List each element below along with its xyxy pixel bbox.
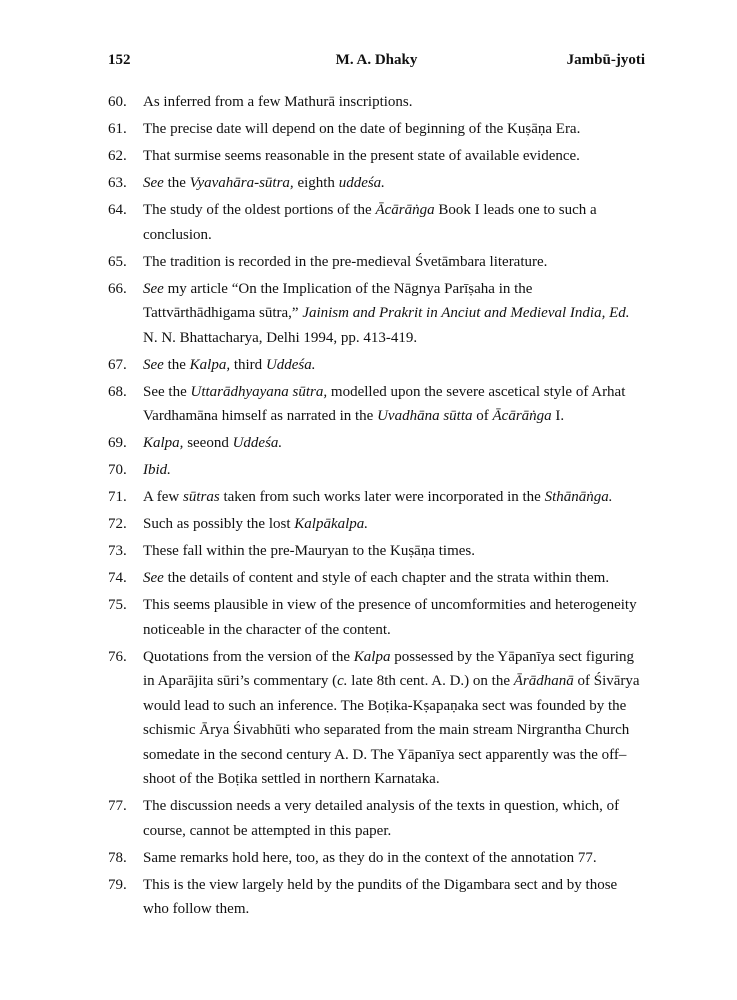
endnote-italic-segment: Kalpa <box>353 648 391 665</box>
endnote-italic-segment: See <box>143 280 164 297</box>
endnote-italic-segment: Vyavahāra-sūtra, <box>189 175 294 191</box>
endnote-italic-segment: Uttarādhyayana sūtra, <box>190 383 328 400</box>
endnote-number: 70. <box>108 462 127 478</box>
endnote-text-segment: taken from such works later were incorporated in the <box>219 489 545 505</box>
endnote-text-segment: The study of the oldest portions of the <box>143 202 376 218</box>
endnote <box>108 645 645 792</box>
endnote-text <box>143 281 630 346</box>
endnote-number: 69. <box>108 435 127 451</box>
endnote-text <box>143 121 580 137</box>
endnote-text-segment: the <box>163 356 190 373</box>
endnote-text-segment: Quotations from the version of the <box>143 648 354 665</box>
endnote-italic-segment: Sthānāṅga. <box>544 489 613 505</box>
endnote-text-segment: See the <box>143 383 191 400</box>
endnote <box>108 431 645 456</box>
endnote-text-segment: I. <box>551 408 565 424</box>
endnote-italic-segment: Uddeśa. <box>265 356 316 373</box>
running-header <box>108 52 645 72</box>
endnote <box>108 566 645 591</box>
endnote-number: 66. <box>108 280 127 297</box>
endnote-number: 79. <box>108 876 127 893</box>
endnote-number: 74. <box>108 570 127 586</box>
endnote-text-segment: This seems plausible in view of the presence of uncomformities and heterogeneity noticeable in the character of the content. <box>143 597 637 638</box>
endnote-italic-segment: sūtras <box>183 489 220 505</box>
endnote-italic-segment: c. <box>337 673 348 689</box>
endnote-text <box>143 850 597 866</box>
endnote-text <box>143 384 625 425</box>
endnote-text <box>143 202 597 243</box>
endnote-number: 61. <box>108 121 127 137</box>
endnote-italic-segment: Kalpa, <box>143 435 184 451</box>
endnote <box>108 171 645 196</box>
endnote <box>108 873 645 922</box>
endnote-italic-segment: Jainism and Prakrit in Anciut and Medieval India, Ed. <box>302 305 630 321</box>
endnote-italic-segment: Ibid. <box>143 462 171 478</box>
endnote-number: 64. <box>108 202 127 218</box>
endnote-text-segment: Such as possibly the lost <box>143 516 295 532</box>
endnote-text-segment: late 8th cent. A. D.) on the <box>347 673 514 689</box>
endnote-number: 63. <box>108 175 127 191</box>
endnote-text <box>143 254 547 270</box>
endnote-italic-segment: Kalpākalpa. <box>294 516 369 532</box>
endnote-text <box>143 94 413 110</box>
endnote-text <box>143 175 385 191</box>
endnote-text <box>143 570 609 586</box>
endnote-italic-segment: Ācārāṅga <box>492 408 552 424</box>
endnote <box>108 846 645 871</box>
endnote <box>108 458 645 483</box>
endnote-text <box>143 357 316 373</box>
endnote-text-segment: Same remarks hold here, too, as they do in the context of the annotation 77. <box>143 849 597 866</box>
running-header-journal: Jambū-jyoti <box>566 52 645 68</box>
endnote <box>108 198 645 247</box>
endnote-number: 76. <box>108 648 127 665</box>
endnote-number: 72. <box>108 516 127 532</box>
endnote-text-segment: third <box>230 356 266 373</box>
endnote-text <box>143 489 613 505</box>
endnote-text-segment: That surmise seems reasonable in the present state of available evidence. <box>143 148 580 164</box>
endnote <box>108 90 645 115</box>
endnote <box>108 117 645 142</box>
endnote-text-segment: The discussion needs a very detailed analysis of the texts in question, which, of course, cannot be attempted in this paper. <box>143 798 620 839</box>
running-header-author: M. A. Dhaky <box>335 52 418 68</box>
endnote-italic-segment: Ācārāṅga <box>375 202 435 218</box>
endnote-number: 62. <box>108 148 127 164</box>
endnote-text <box>143 649 640 788</box>
endnote-text <box>143 597 637 638</box>
endnote-number: 67. <box>108 356 127 373</box>
endnote-number: 68. <box>108 383 127 400</box>
endnote-text-segment: As inferred from a few Mathurā inscriptions. <box>143 94 413 110</box>
endnote-text <box>143 516 368 532</box>
endnote-number: 77. <box>108 798 127 814</box>
endnote-text <box>143 543 475 559</box>
endnote-italic-segment: Uddeśa. <box>232 435 283 451</box>
endnote-italic-segment: See <box>143 570 164 586</box>
endnote-text <box>143 877 617 918</box>
endnote-text-segment: my article “On the Implication of the Nāgnya Parīṣaha in the Tattvārthādhigama sūtra,” <box>143 280 533 321</box>
endnote-text <box>143 148 580 164</box>
endnotes-list <box>108 90 645 924</box>
endnote-number: 73. <box>108 543 127 559</box>
endnote-text-segment: of <box>472 408 493 424</box>
endnote-italic-segment: Kalpa, <box>189 356 231 373</box>
endnote-number: 78. <box>108 849 127 866</box>
endnote-number: 65. <box>108 253 127 270</box>
endnote <box>108 593 645 642</box>
endnote <box>108 512 645 537</box>
endnote-italic-segment: uddeśa. <box>338 175 385 191</box>
endnote-text-segment: The precise date will depend on the date of beginning of the Kuṣāṇa Era. <box>143 121 581 137</box>
endnote-text-segment: A few <box>143 489 183 505</box>
endnote-text-segment: These fall within the pre-Mauryan to the Kuṣāṇa times. <box>143 543 475 559</box>
endnote-text-segment: eighth <box>293 175 339 191</box>
endnote <box>108 539 645 564</box>
endnote-number: 75. <box>108 597 127 613</box>
endnote <box>108 485 645 510</box>
page-number: 152 <box>108 52 131 68</box>
endnote-number: 60. <box>108 94 127 110</box>
endnote-text-segment: possessed by the Yāpanīya sect figuring in Aparājita sūri’s commentary ( <box>143 648 635 689</box>
endnote-text-segment: of Śivārya would lead to such an inference. The Boṭika-Kṣapaṇaka sect was founded by the schismic Ārya Śivabhūti who separated from the main stream Nirgrantha Church somedate in the second century A. D. The Yāpanīya sect apparently was the off–shoot of the Boṭika settled in northern Karnataka. <box>143 673 640 787</box>
endnote-text-segment: The tradition is recorded in the pre-medieval Śvetāmbara literature. <box>143 253 548 270</box>
endnote-text <box>143 462 171 478</box>
endnote-number: 71. <box>108 489 127 505</box>
endnote-italic-segment: See <box>143 356 164 373</box>
endnote-text-segment: N. N. Bhattacharya, Delhi 1994, pp. 413-419. <box>143 329 418 346</box>
endnote-text-segment: the <box>163 175 190 191</box>
endnote-text-segment: the details of content and style of each chapter and the strata within them. <box>163 570 610 586</box>
endnote-text-segment: modelled upon the severe ascetical style of Arhat Vardhamāna himself as narrated in the <box>143 383 626 424</box>
endnote-text <box>143 798 619 839</box>
endnote <box>108 277 645 351</box>
endnote <box>108 380 645 429</box>
endnote <box>108 794 645 843</box>
endnote-text <box>143 435 282 451</box>
endnote <box>108 144 645 169</box>
endnote-text-segment: Book I leads one to such a conclusion. <box>143 202 597 243</box>
endnote-text-segment: This is the view largely held by the pundits of the Digambara sect and by those who follow them. <box>143 876 618 917</box>
endnote-italic-segment: Uvadhāna sūtta <box>377 408 473 424</box>
endnote <box>108 353 645 378</box>
endnote-text-segment: seeond <box>183 435 233 451</box>
endnote <box>108 250 645 275</box>
endnote-italic-segment: See <box>143 175 164 191</box>
endnote-italic-segment: Ārādhanā <box>513 673 574 689</box>
